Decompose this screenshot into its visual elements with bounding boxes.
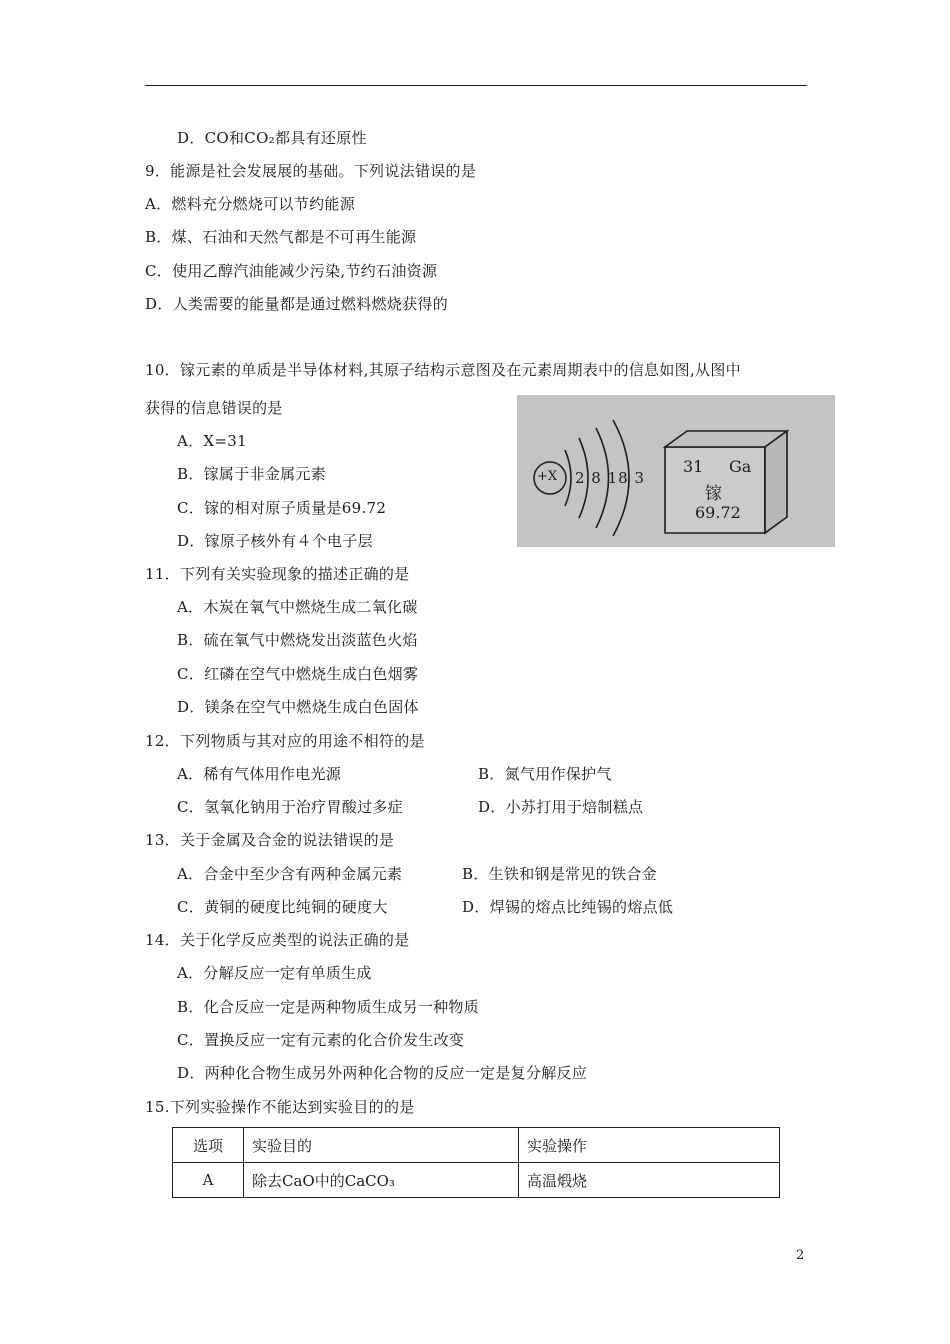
q10-stem-line2: 获得的信息错误的是 <box>145 399 283 417</box>
row-option: A <box>173 1163 244 1198</box>
header-purpose: 实验目的 <box>244 1128 519 1163</box>
q12-stem: 12．下列物质与其对应的用途不相符的是 <box>145 732 425 750</box>
q10-option-d: D．镓原子核外有４个电子层 <box>177 532 373 550</box>
q13-stem: 13．关于金属及合金的说法错误的是 <box>145 831 395 849</box>
q9-stem: 9．能源是社会发展展的基础。下列说法错误的是 <box>145 162 477 180</box>
q14-option-c: C．置换反应一定有元素的化合价发生改变 <box>177 1031 465 1049</box>
q10-option-b: B．镓属于非金属元素 <box>177 465 327 483</box>
q10-option-a: A．X=31 <box>177 432 247 450</box>
q10-stem-line1: 10．镓元素的单质是半导体材料,其原子结构示意图及在元素周期表中的信息如图,从图中 <box>145 361 741 379</box>
q13-option-d: D．焊锡的熔点比纯锡的熔点低 <box>462 898 674 916</box>
q14-option-a: A．分解反应一定有单质生成 <box>177 964 372 982</box>
nucleus-label: +X <box>537 469 558 484</box>
q11-stem: 11．下列有关实验现象的描述正确的是 <box>145 565 410 583</box>
element-symbol: Ga <box>729 457 752 476</box>
table-row <box>173 1163 780 1198</box>
atomic-mass: 69.72 <box>695 503 741 522</box>
q12-option-b: B．氮气用作保护气 <box>478 765 612 783</box>
page-number: 2 <box>796 1248 805 1263</box>
q14-stem: 14．关于化学反应类型的说法正确的是 <box>145 931 410 949</box>
q9-option-a: A．燃料充分燃烧可以节约能源 <box>145 195 356 213</box>
q12-option-c: C．氢氧化钠用于治疗胃酸过多症 <box>177 798 403 816</box>
gallium-figure <box>517 395 835 547</box>
table-header-row <box>173 1128 780 1163</box>
q12-option-d: D．小苏打用于焙制糕点 <box>478 798 644 816</box>
shell-electrons: 2 8 18 3 <box>575 469 646 487</box>
q9-option-b: B．煤、石油和天然气都是不可再生能源 <box>145 228 417 246</box>
q8-option-d: D．CO和CO₂都具有还原性 <box>177 129 367 147</box>
q13-option-b: B．生铁和钢是常见的铁合金 <box>462 865 657 883</box>
element-box-side <box>765 431 787 533</box>
q14-option-d: D．两种化合物生成另外两种化合物的反应一定是复分解反应 <box>177 1064 588 1082</box>
row-purpose: 除去CaO中的CaCO₃ <box>244 1163 519 1198</box>
q9-option-d: D．人类需要的能量都是通过燃料燃烧获得的 <box>145 295 449 313</box>
q14-option-b: B．化合反应一定是两种物质生成另一种物质 <box>177 998 480 1016</box>
q13-option-c: C．黄铜的硬度比纯铜的硬度大 <box>177 898 388 916</box>
header-operation: 实验操作 <box>519 1128 780 1163</box>
gallium-figure-graphic <box>517 395 835 547</box>
q11-option-a: A．木炭在氧气中燃烧生成二氧化碳 <box>177 598 418 616</box>
element-name: 镓 <box>705 484 722 504</box>
q13-option-a: A．合金中至少含有两种金属元素 <box>177 865 403 883</box>
q15-table <box>172 1127 780 1198</box>
header-option: 选项 <box>173 1128 244 1163</box>
q9-option-c: C．使用乙醇汽油能减少污染,节约石油资源 <box>145 262 438 280</box>
q12-option-a: A．稀有气体用作电光源 <box>177 765 342 783</box>
q11-option-b: B．硫在氧气中燃烧发出淡蓝色火焰 <box>177 631 418 649</box>
header-rule <box>145 85 807 86</box>
q11-option-d: D．镁条在空气中燃烧生成白色固体 <box>177 698 419 716</box>
q10-option-c: C．镓的相对原子质量是69.72 <box>177 499 387 517</box>
row-operation: 高温煅烧 <box>519 1163 780 1198</box>
q15-stem: 15.下列实验操作不能达到实验目的的是 <box>145 1098 415 1116</box>
q11-option-c: C．红磷在空气中燃烧生成白色烟雾 <box>177 665 419 683</box>
atomic-number: 31 <box>683 457 704 476</box>
